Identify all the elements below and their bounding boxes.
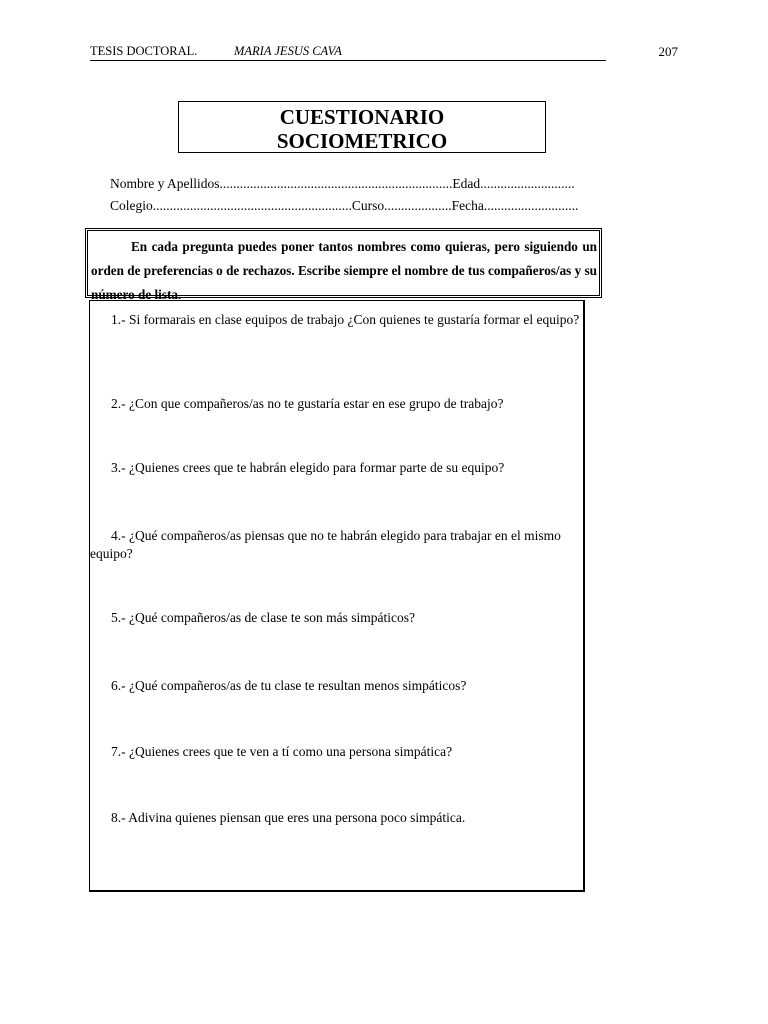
header-author: MARIA JESUS CAVA (234, 44, 342, 58)
question-8: 8.- Adivina quienes piensan que eres una persona poco simpática. (111, 810, 466, 825)
page-header (90, 44, 678, 62)
instructions-text: En cada pregunta puedes poner tantos nombres como quieras, pero siguiendo un orden de preferencias o de rechazos. Escribe siempre el nombre de tus compañeros/as y su número de lista. (91, 239, 597, 302)
questions-box (89, 300, 585, 892)
name-age-field[interactable]: Nombre y Apellidos.....................................................................Edad............................ (110, 176, 575, 191)
question-2: 2.- ¿Con que compañeros/as no te gustaría estar en ese grupo de trabajo? (111, 396, 504, 411)
school-course-date-field[interactable]: Colegio...........................................................Curso....................Fecha............................ (110, 198, 579, 213)
instructions-box (85, 228, 602, 302)
title-line-2: SOCIOMETRICO (276, 129, 448, 153)
title-line-1: CUESTIONARIO (279, 105, 445, 129)
question-7: 7.- ¿Quienes crees que te ven a tí como una persona simpática? (111, 744, 453, 759)
question-3: 3.- ¿Quienes crees que te habrán elegido para formar parte de su equipo? (111, 460, 505, 475)
page-number: 207 (658, 44, 678, 59)
question-4: 4.- ¿Qué compañeros/as piensas que no te habrán elegido para trabajar en el mismo equipo? (90, 528, 561, 561)
question-5: 5.- ¿Qué compañeros/as de clase te son más simpáticos? (111, 610, 416, 625)
header-rule (90, 60, 606, 61)
question-1: 1.- Si formarais en clase equipos de trabajo ¿Con quienes te gustaría formar el equipo? (111, 312, 580, 327)
questionnaire-title (178, 101, 546, 153)
header-title: TESIS DOCTORAL. (90, 44, 198, 58)
question-6: 6.- ¿Qué compañeros/as de tu clase te resultan menos simpáticos? (111, 678, 467, 693)
